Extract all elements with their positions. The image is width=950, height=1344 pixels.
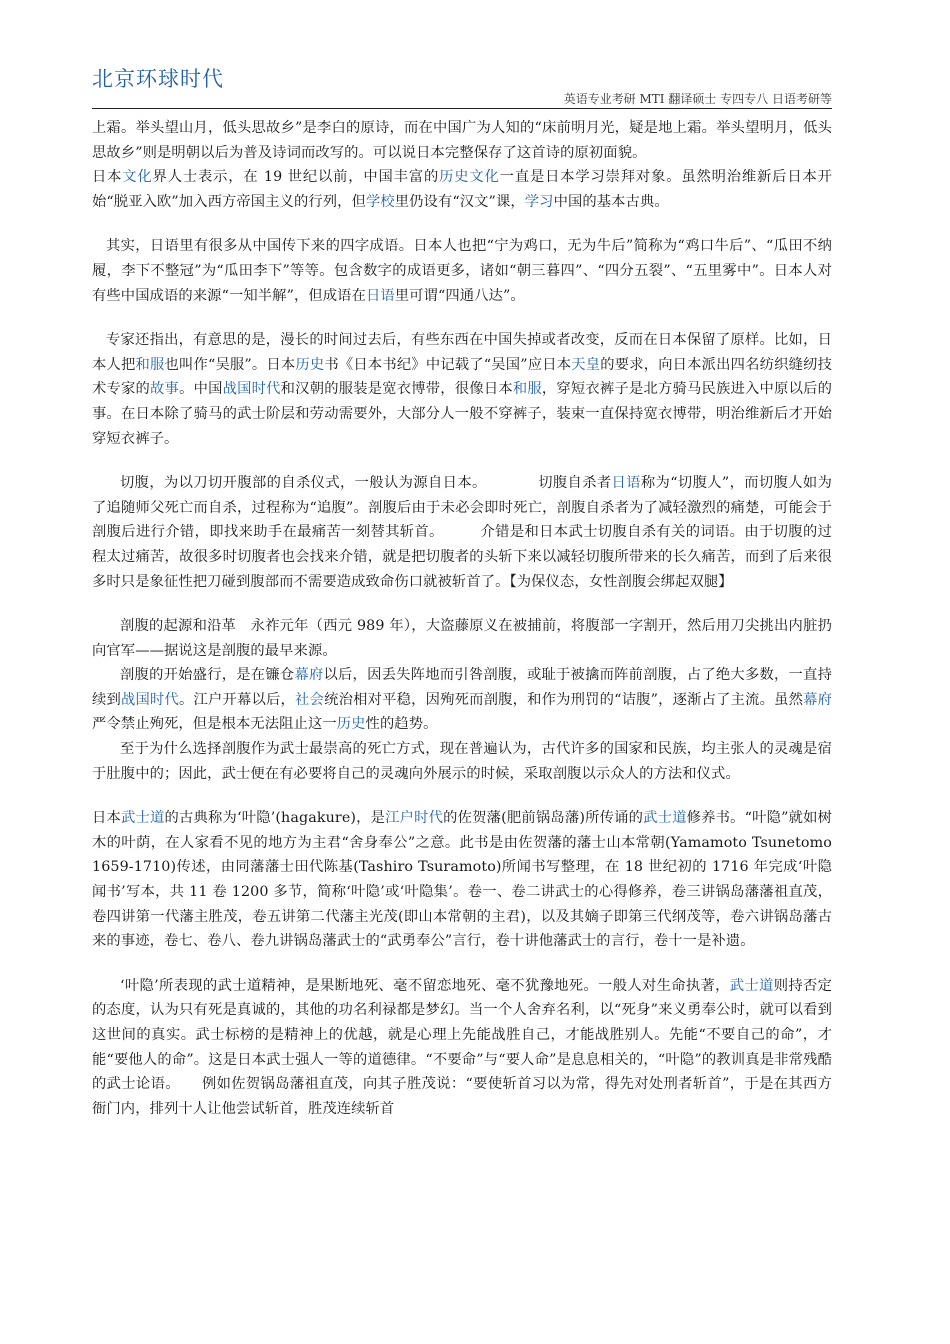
term-link[interactable]: 武士道 (729, 977, 774, 994)
term-link[interactable]: 幕府 (803, 691, 833, 708)
text-run: 性的趋势。 (365, 716, 438, 733)
term-link[interactable]: 学校 (365, 193, 395, 210)
text-run: 中国的基本古典。 (553, 193, 669, 210)
term-link[interactable]: 历史 (336, 716, 366, 733)
text-run: 至于为什么选择剖腹作为武士最崇高的死亡方式，现在普遍认为，古代许多的国家和民族，均主张人的灵魂是宿于肚腹中的；因此，武士便在有必要将自己的灵魂向外展示的时候，采取剖腹以示众人的方法和仪式。 (92, 741, 832, 782)
term-link[interactable]: 战国时代 (222, 381, 281, 398)
term-link[interactable]: 武士道 (643, 810, 687, 827)
paragraph-kimono (92, 328, 832, 451)
text-run: 专家还指出，有意思的是，漫长的时间过去后，有些东西在中国失掉或者改变，反而在日本保留了原样。比如，日本人把 (92, 332, 832, 373)
text-run: ，穿短衣裤子是北方骑马民族进入中原以后的事。在日本除了骑马的武士阶层和劳动需要外，大部分人一般不穿裤子，装束一直保持宽衣博带，明治维新后才开始穿短衣裤子。 (92, 381, 832, 447)
text-run: 。江户开幕以后， (179, 691, 296, 708)
text-run: 切腹，为以刀切开腹部的自杀仪式，一般认为源自日本。 切腹自杀者 (120, 475, 612, 492)
text-run: 里可谓“四通八达”。 (394, 287, 525, 304)
term-link[interactable]: 日语 (365, 287, 395, 304)
term-link[interactable]: 历史 (295, 356, 325, 373)
text-run: 日本 (92, 810, 121, 827)
text-run: 日本 (92, 169, 123, 186)
text-run: 以后，因丢失阵地而引咎剖腹，或耻于被擒而阵前剖腹，占了绝大多数，一直持续到 (92, 667, 833, 708)
text-run: ‘叶隐’所表现的武士道精神，是果断地死、毫不留恋地死、毫不犹豫地死。一般人对生命执著， (120, 977, 730, 994)
term-link[interactable]: 武士道 (121, 810, 165, 827)
term-link[interactable]: 幕府 (294, 667, 324, 684)
text-run: 一直是日本学习崇拜对象。虽然明治维新后日本开始“脱亚入欧”加入西方帝国主义的行列，但 (92, 169, 832, 210)
paragraph-seppuku (92, 471, 832, 594)
term-link[interactable]: 历史文化 (439, 169, 500, 186)
text-run: 的佐贺藩(肥前锅岛藩)所传诵的 (443, 810, 644, 827)
paragraph-hagakure (92, 806, 832, 954)
text-run: 修养书。“叶隐”就如树木的叶荫，在人家看不见的地方为主君“舍身奉公”之意。此书是由佐贺藩的藩士山本常朝(Yamamoto Tsunetomo 1659-1710)传述，由同藩藩士田代陈基(Tashiro Tsuramoto)所闻书写整理，在 18 世纪初的 1716 年完成‘叶隐闻书’写本，共 11 卷 1200 多节，简称‘叶隐’或‘叶隐集’。卷一、卷二讲武士的心得修养，卷三讲锅岛藩藩祖直茂，卷四讲第一代藩主胜茂，卷五讲第二代藩主光茂(即山本常朝的主君)，以及其嫡子即第三代纲茂等，卷六讲锅岛藩古来的事迹，卷七、卷八、卷九讲锅岛藩武士的“武勇奉公”言行，卷十讲他藩武士的言行，卷十一是补遗。 (92, 810, 832, 950)
document-body (92, 116, 832, 1121)
paragraph-origin (92, 614, 832, 663)
text-run: 的要求，向日本派出四名纺织缝纫技术专家的 (92, 356, 832, 398)
term-link[interactable]: 文化 (122, 169, 153, 186)
paragraph-idioms (92, 234, 832, 308)
text-run: 也叫作“吴服”。日本 (164, 356, 296, 373)
paragraph-bushido (92, 974, 832, 1122)
paragraph-poem (92, 116, 832, 165)
term-link[interactable]: 社会 (295, 691, 325, 708)
text-run: 剖腹的开始盛行，是在镰仓 (120, 667, 295, 684)
header-divider (92, 108, 832, 109)
text-run: 界人士表示，在 19 世纪以前，中国丰富的 (152, 169, 440, 186)
text-run: 则持否定的态度，认为只有死是真诚的，其他的功名利禄都是梦幻。当一个人舍弃名利，以“死身”来义勇奉公时，就可以看到这世间的真实。武士标榜的是精神上的优越，就是心理上先能战胜自己，才能战胜别人。先能“不要自己的命”，才能“要他人的命”。这是日本武士强人一等的道德律。“不要命”与“要人命”是息息相关的，“叶隐”的教训真是非常残酷的武士论语。 例如佐贺锅岛藩祖直茂，向其子胜茂说：“要使斩首习以为常，得先对处刑者斩首”，于是在其西方衙门内，排列十人让他尝试斩首，胜茂连续斩首 (92, 977, 832, 1117)
text-run: 剖腹的起源和沿革 永祚元年（西元 989 年），大盗藤原义在被捕前，将腹部一字割开，然后用刀尖挑出内脏扔向官军——据说这是剖腹的最早来源。 (92, 618, 832, 659)
term-link[interactable]: 战国时代 (121, 691, 180, 708)
term-link[interactable]: 日语 (611, 475, 641, 492)
term-link[interactable]: 天皇 (571, 356, 601, 373)
text-run: 的古典称为‘叶隐’(hagakure)，是 (164, 810, 386, 827)
text-run: 书《日本书纪》中记载了“吴国”应日本 (324, 356, 572, 373)
term-link[interactable]: 和服 (135, 356, 165, 373)
text-run: 。中国 (179, 381, 223, 398)
text-run: 其实，日语里有很多从中国传下来的四字成语。日本人也把“宁为鸡口，无为牛后”简称为“鸡口牛后”、“瓜田不纳履，李下不整冠”为“瓜田李下”等等。包含数字的成语更多，诸如“朝三暮四”、“四分五裂”、“五里雾中”。日本人对有些中国成语的来源“一知半解”，但成语在 (92, 238, 832, 304)
brand-logo-text: 北京环球时代 (92, 67, 224, 91)
term-link[interactable]: 和服 (512, 381, 542, 398)
text-run: 统治相对平稳，因殉死而剖腹，和作为刑罚的“诘腹”，逐渐占了主流。虽然 (324, 691, 804, 708)
text-run: 称为“切腹人”，而切腹人如为了追随师父死亡而自杀，过程称为“追腹”。剖腹后由于未必会即时死亡，剖腹自杀者为了减轻激烈的痛楚，可能会于剖腹后进行介错，即找来助手在最痛苦一刻替其斩首。 介错是和日本武士切腹自杀有关的词语。由于切腹的过程太过痛苦，故很多时切腹者也会找来介错，就是把切腹者的头斩下来以减轻切腹所带来的长久痛苦，而到了后来很多时只是象征性把刀碰到腹部而不需要造成致命伤口就被斩首了。【为保仪态，女性剖腹会绑起双腿】 (92, 475, 832, 590)
paragraph-spread (92, 663, 832, 737)
text-run: 严令禁止殉死，但是根本无法阻止这一 (92, 716, 337, 733)
term-link[interactable]: 故事 (150, 381, 180, 398)
text-run: 上霜。举头望山月，低头思故乡”是李白的原诗，而在中国广为人知的“床前明月光，疑是地上霜。举头望明月，低头思故乡”则是明朝以后为普及诗词而改写的。可以说日本完整保存了这首诗的原初面貌。 (92, 120, 832, 161)
term-link[interactable]: 学习 (524, 193, 554, 210)
term-link[interactable]: 江户时代 (385, 810, 444, 827)
text-run: 里仍设有“汉文”课， (394, 193, 525, 210)
header-tagline: 英语专业考研 MTI 翻译硕士 专四专八 日语考研等 (563, 92, 832, 106)
text-run: 和汉朝的服装是宽衣博带，很像日本 (280, 381, 513, 398)
paragraph-culture (92, 165, 832, 214)
paragraph-reason (92, 737, 832, 786)
